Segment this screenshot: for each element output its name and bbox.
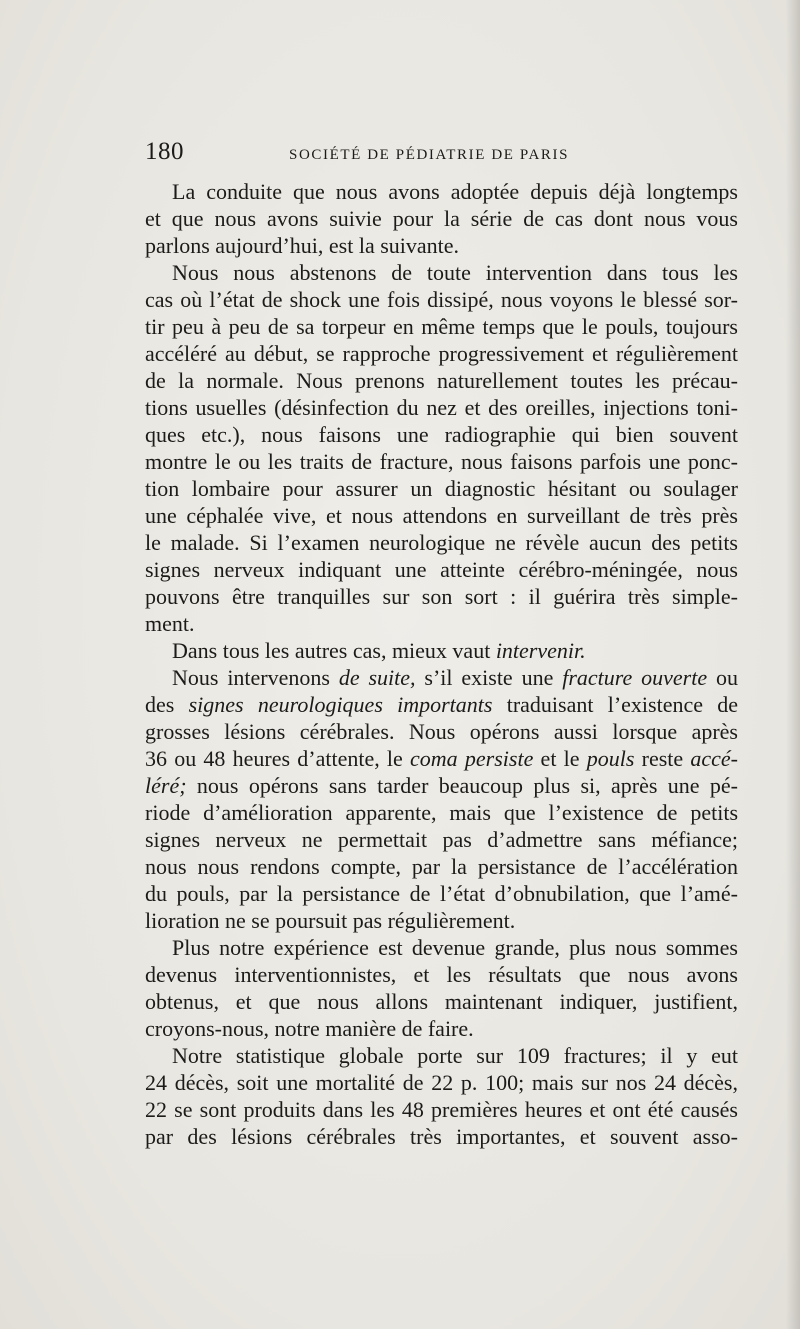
text-line: [145, 853, 738, 880]
text-segment: ment.: [145, 611, 195, 636]
running-title: SOCIÉTÉ DE PÉDIATRIE DE PARIS: [289, 147, 570, 163]
text-line: [145, 340, 738, 367]
italic-text-segment: intervenir.: [495, 638, 586, 663]
text-line: [145, 907, 738, 934]
text-segment: traduisant l’existence de: [492, 692, 738, 717]
text-segment: cas où l’état de shock une fois dissipé, nous voyons le blessé sor-: [145, 287, 738, 312]
text-segment: tir peu à peu de sa torpeur en même temps que le pouls, toujours: [145, 314, 738, 339]
text-segment: de la normale. Nous prenons naturellement toutes les précau-: [145, 368, 738, 393]
text-segment: Plus notre expérience est devenue grande, plus nous sommes: [172, 935, 738, 960]
italic-text-segment: signes neurologiques importants: [188, 692, 493, 717]
text-line: [145, 1123, 738, 1150]
body-text: [145, 178, 738, 1150]
text-segment: le malade. Si l’examen neurologique ne révèle aucun des petits: [145, 530, 738, 555]
text-segment: lioration ne se poursuit pas régulièrement.: [145, 908, 516, 933]
text-segment: signes nerveux ne permettait pas d’admettre sans méfiance;: [145, 827, 738, 852]
text-segment: reste: [634, 746, 691, 771]
text-segment: une céphalée vive, et nous attendons en surveillant de très près: [145, 503, 738, 528]
text-line: [145, 664, 738, 691]
text-line: [145, 421, 738, 448]
italic-text-segment: accé-: [690, 746, 738, 771]
text-segment: 22 se sont produits dans les 48 premières heures et ont été causés: [145, 1097, 738, 1122]
text-line: [145, 691, 738, 718]
text-line: [145, 934, 738, 961]
text-segment: nous opérons sans tarder beaucoup plus si, après une pé-: [186, 773, 738, 798]
text-segment: nous nous rendons compte, par la persistance de l’accélération: [145, 854, 738, 879]
italic-text-segment: fracture ouverte: [562, 665, 708, 690]
text-line: [145, 259, 738, 286]
text-line: [145, 448, 738, 475]
text-segment: montre le ou les traits de fracture, nous faisons parfois une ponc-: [145, 449, 738, 474]
text-line: [145, 1096, 738, 1123]
text-segment: Notre statistique globale porte sur 109 fractures; il y eut: [172, 1043, 738, 1068]
text-line: [145, 826, 738, 853]
text-line: [145, 880, 738, 907]
text-segment: Nous intervenons: [172, 665, 339, 690]
text-line: [145, 799, 738, 826]
text-segment: s’il existe une: [415, 665, 563, 690]
italic-text-segment: pouls: [586, 746, 635, 771]
text-segment: tion lombaire pour assurer un diagnostic hésitant ou soulager: [145, 476, 738, 501]
text-segment: signes nerveux indiquant une atteinte cérébro-méningée, nous: [145, 557, 738, 582]
text-line: [145, 1015, 738, 1042]
italic-text-segment: léré;: [145, 773, 187, 798]
text-segment: croyons-nous, notre manière de faire.: [145, 1016, 474, 1041]
text-segment: 36 ou 48 heures d’attente, le: [145, 746, 411, 771]
text-line: [145, 178, 738, 205]
text-segment: par des lésions cérébrales très importantes, et souvent asso-: [145, 1124, 738, 1149]
text-line: [145, 394, 738, 421]
text-segment: parlons aujourd’hui, est la suivante.: [145, 233, 460, 258]
text-line: [145, 637, 738, 664]
text-segment: des: [145, 692, 189, 717]
text-segment: tions usuelles (désinfection du nez et des oreilles, injections toni-: [145, 395, 738, 420]
text-line: [145, 772, 738, 799]
text-segment: devenus interventionnistes, et les résultats que nous avons: [145, 962, 738, 987]
text-line: [145, 961, 738, 988]
page-header: [145, 138, 600, 170]
text-line: [145, 610, 738, 637]
page-number: 180: [145, 138, 184, 165]
page-edge-shadow: [786, 0, 800, 1329]
italic-text-segment: de suite,: [338, 665, 416, 690]
text-line: [145, 1042, 738, 1069]
text-line: [145, 313, 738, 340]
text-line: [145, 475, 738, 502]
text-segment: du pouls, par la persistance de l’état d’obnubilation, que l’amé-: [145, 881, 738, 906]
text-line: [145, 988, 738, 1015]
text-segment: 24 décès, soit une mortalité de 22 p. 100; mais sur nos 24 décès,: [145, 1070, 738, 1095]
text-segment: Nous nous abstenons de toute intervention dans tous les: [172, 260, 738, 285]
text-line: [145, 367, 738, 394]
text-line: [145, 205, 738, 232]
text-segment: La conduite que nous avons adoptée depuis déjà longtemps: [172, 179, 738, 204]
text-line: [145, 556, 738, 583]
italic-text-segment: coma persiste: [410, 746, 534, 771]
text-line: [145, 232, 738, 259]
text-line: [145, 1069, 738, 1096]
text-segment: pouvons être tranquilles sur son sort : il guérira très simple-: [145, 584, 738, 609]
text-segment: Dans tous les autres cas, mieux vaut: [172, 638, 496, 663]
text-line: [145, 583, 738, 610]
text-line: [145, 529, 738, 556]
text-line: [145, 502, 738, 529]
text-segment: grosses lésions cérébrales. Nous opérons aussi lorsque après: [145, 719, 738, 744]
text-segment: accéléré au début, se rapproche progressivement et régulièrement: [145, 341, 738, 366]
text-segment: obtenus, et que nous allons maintenant indiquer, justifient,: [145, 989, 738, 1014]
text-segment: et que nous avons suivie pour la série de cas dont nous vous: [145, 206, 738, 231]
text-segment: ques etc.), nous faisons une radiographie qui bien souvent: [145, 422, 738, 447]
text-segment: ou: [707, 665, 738, 690]
text-segment: et le: [533, 746, 587, 771]
text-segment: riode d’amélioration apparente, mais que l’existence de petits: [145, 800, 738, 825]
text-line: [145, 718, 738, 745]
text-line: [145, 286, 738, 313]
text-line: [145, 745, 738, 772]
